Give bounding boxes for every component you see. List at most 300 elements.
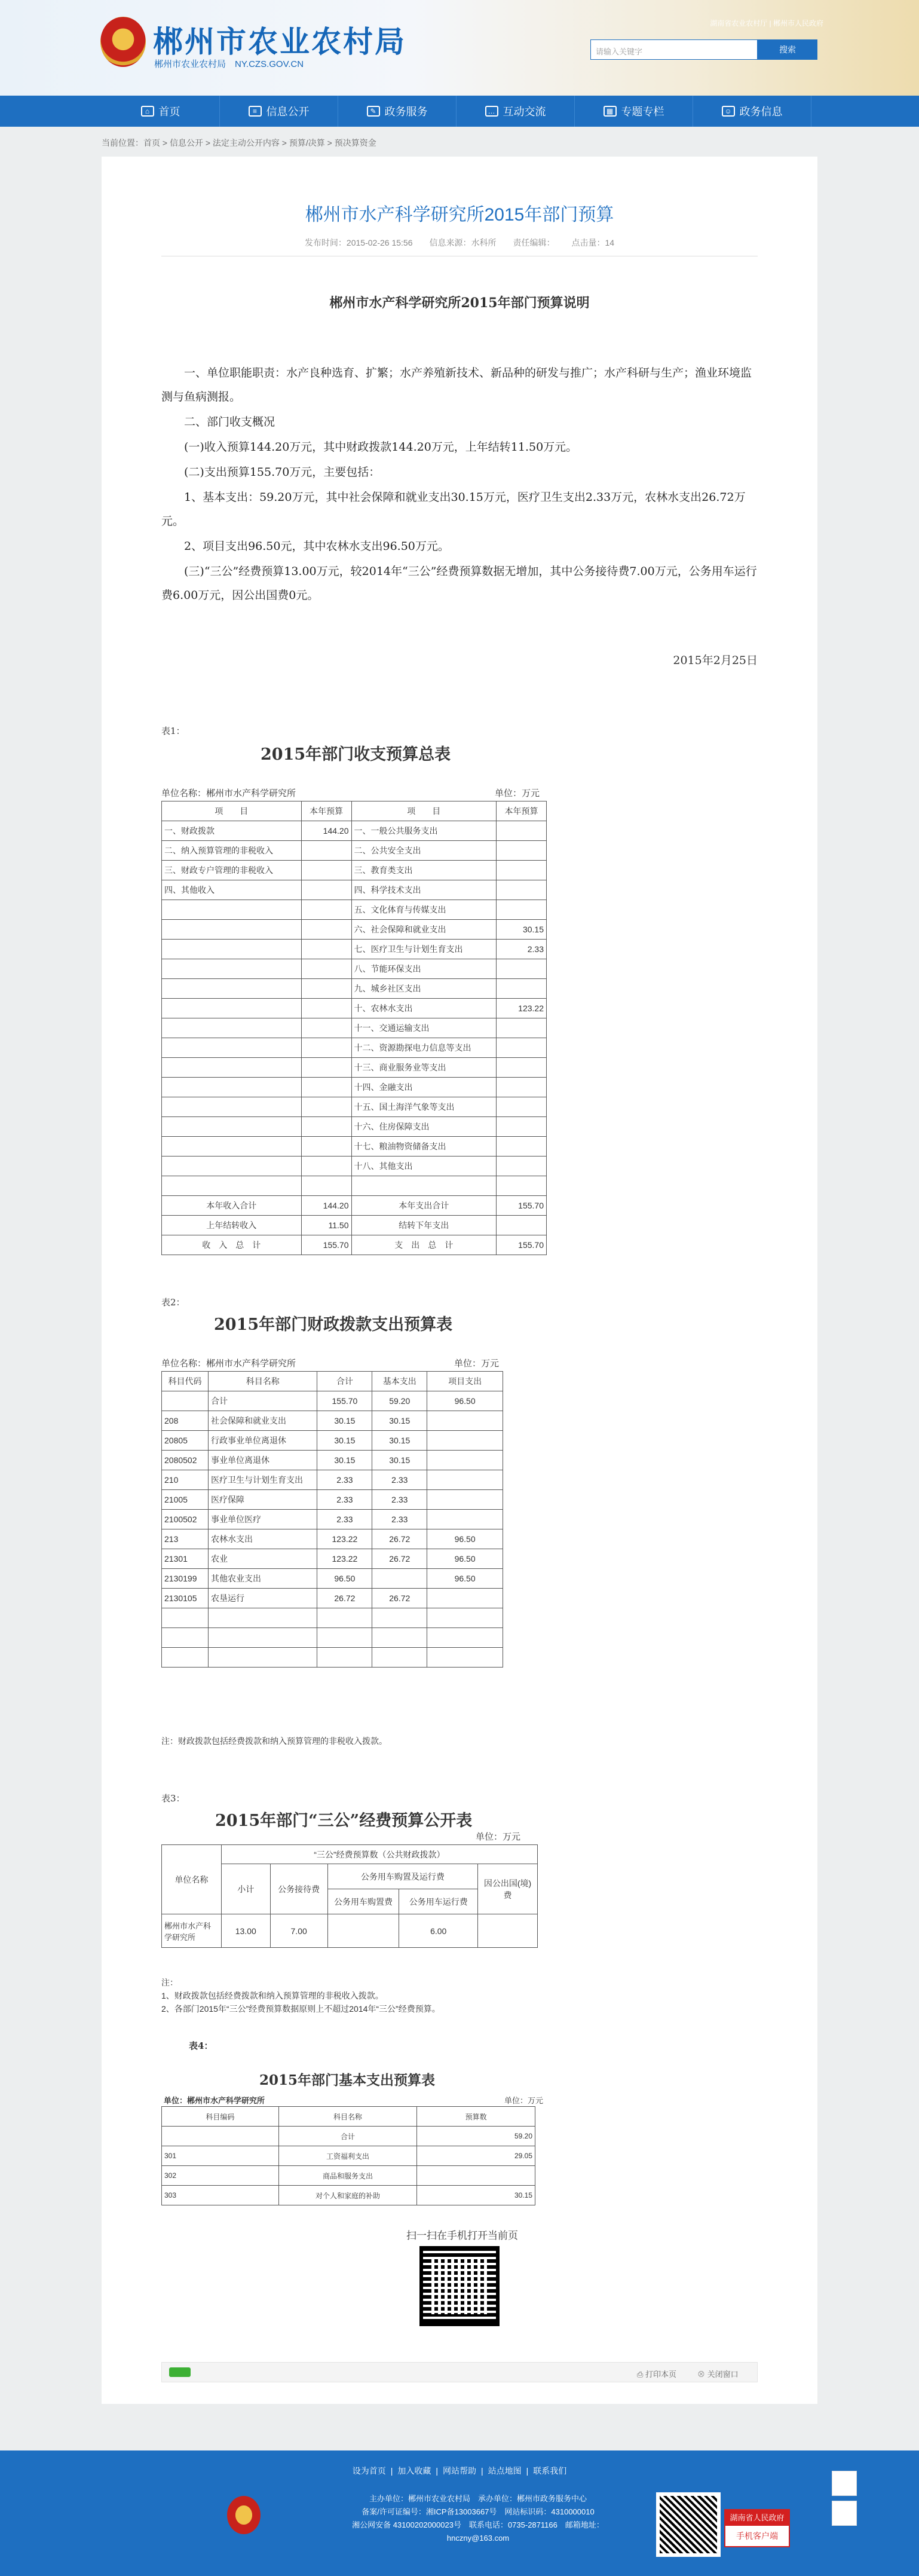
table-cell: 96.50: [427, 1529, 503, 1549]
table-cell: 96.50: [427, 1391, 503, 1411]
table-header-cell: 因公出国(境)费: [478, 1864, 538, 1914]
table-cell: 十二、资源勘探电力信息等支出: [351, 1038, 497, 1058]
table-cell: [417, 2166, 535, 2186]
table-cell: [301, 900, 351, 920]
table-cell: [301, 940, 351, 959]
footer-info-line: 湘公网安备 43100202000023号 联系电话：0735-2871166 邮箱地址：: [352, 2520, 604, 2529]
table-cell: 对个人和家庭的补助: [278, 2186, 417, 2205]
share-icon[interactable]: [832, 2471, 857, 2496]
table-header-cell: 本年预算: [301, 801, 351, 821]
table-cell: [497, 900, 547, 920]
table-cell: [301, 920, 351, 940]
table-cell: [427, 1451, 503, 1470]
fiscal-expense-table: [161, 1371, 503, 1668]
table-cell: 30.15: [317, 1411, 372, 1431]
table-cell: 结转下年支出: [351, 1216, 497, 1235]
table-row: [162, 861, 547, 880]
table-cell: [301, 1137, 351, 1157]
table-cell: [497, 1137, 547, 1157]
doc-para: (三)“三公”经费预算13.00万元，较2014年“三公”经费预算数据无增加，其中公务接待费7.00万元，公务用车运行费6.00万元，因公出国费0元。: [161, 565, 757, 602]
doc-para: 二、部门收支概况: [161, 415, 275, 429]
doc-para: 1、基本支出：59.20万元，其中社会保障和就业支出30.15万元，医疗卫生支出2.33万元，农林水支出26.72万元。: [161, 491, 746, 528]
table-cell: 十五、国土海洋气象等支出: [351, 1097, 497, 1117]
doc-para: (一)收入预算144.20万元，其中财政拨款144.20万元，上年结转11.50万元。: [161, 440, 578, 454]
nav-news[interactable]: ☺ 政务信息: [693, 96, 811, 127]
table-cell: 26.72: [317, 1589, 372, 1608]
table-cell: [327, 1914, 399, 1948]
table-cell: [301, 959, 351, 979]
table-cell: [162, 1176, 302, 1196]
table-cell: 144.20: [301, 821, 351, 841]
table-cell: 96.50: [427, 1569, 503, 1589]
table-cell: 20805: [162, 1431, 209, 1451]
table-header-cell: 项 目: [162, 801, 302, 821]
footer-qr-code: [656, 2492, 721, 2557]
table-cell: [427, 1411, 503, 1431]
table-cell: [162, 999, 302, 1018]
table-cell: [497, 841, 547, 861]
table-header-cell: 项 目: [351, 801, 497, 821]
footer-info-line: 备案/许可证编号：湘ICP备13003667号 网站标识码：4310000010: [362, 2507, 595, 2516]
table-header-cell: 合计: [317, 1372, 372, 1391]
table-cell: [162, 1628, 209, 1648]
table-cell: [497, 880, 547, 900]
table-header-cell: 小计: [221, 1864, 270, 1914]
table-cell: [427, 1608, 503, 1628]
table-cell: 29.05: [417, 2146, 535, 2166]
table-cell: [162, 1097, 302, 1117]
view-count: 点击量：14: [571, 238, 615, 247]
table-cell: 农林水支出: [208, 1529, 317, 1549]
table-row: [162, 2127, 535, 2146]
table-cell: [301, 999, 351, 1018]
table-cell: 26.72: [372, 1529, 427, 1549]
table-cell: [427, 1431, 503, 1451]
table-cell: 行政事业单位离退休: [208, 1431, 317, 1451]
table-row: [162, 1510, 503, 1529]
table-cell: [162, 1137, 302, 1157]
table2-note: 注：财政拨款包括经费拨款和纳入预算管理的非税收入拨款。: [161, 1736, 387, 1746]
breadcrumb[interactable]: 当前位置：首页 > 信息公开 > 法定主动公开内容 > 预算/决算 > 预决算资金: [102, 138, 376, 148]
table-cell: [301, 1058, 351, 1078]
back-to-top-icon[interactable]: [832, 2501, 857, 2526]
table-cell: 四、其他收入: [162, 880, 302, 900]
table-row: [162, 1157, 547, 1176]
table-row: [162, 1097, 547, 1117]
table-cell: [497, 1176, 547, 1196]
table-cell: 11.50: [301, 1216, 351, 1235]
main-nav: [0, 96, 919, 127]
table-row: [162, 1078, 547, 1097]
table-cell: 十四、金融支出: [351, 1078, 497, 1097]
table-row: [162, 1431, 503, 1451]
table-cell: [427, 1628, 503, 1648]
table-row: [162, 821, 547, 841]
table-cell: [162, 1078, 302, 1097]
page-qr-code: [419, 2246, 500, 2326]
table-cell: 一、财政拨款: [162, 821, 302, 841]
table4-tag: 表4：: [189, 2040, 213, 2051]
table-cell: 59.20: [372, 1391, 427, 1411]
article-title: 郴州市水产科学研究所2015年部门预算: [305, 205, 614, 225]
table-cell: 2130199: [162, 1569, 209, 1589]
footer-links: 设为首页 | 加入收藏 | 网站帮助 | 站点地图 | 联系我们: [352, 2466, 567, 2476]
table-cell: 商品和服务支出: [278, 2166, 417, 2186]
table-cell: 6.00: [399, 1914, 478, 1948]
table1-unit: 单位：万元: [495, 788, 540, 799]
table-cell: 144.20: [301, 1196, 351, 1216]
table-cell: [427, 1470, 503, 1490]
print-button[interactable]: ⎙ 打印本页: [637, 2370, 677, 2379]
footer-info: [335, 2492, 621, 2545]
table-cell: [427, 1510, 503, 1529]
table3-tag: 表3：: [161, 1793, 185, 1804]
doc-date: 2015年2月25日: [673, 654, 758, 667]
table-cell: [301, 1117, 351, 1137]
table-cell: 十、农林水支出: [351, 999, 497, 1018]
table4-title: 2015年部门基本支出预算表: [259, 2072, 436, 2088]
table-cell: 30.15: [317, 1431, 372, 1451]
table-cell: 26.72: [372, 1589, 427, 1608]
nav-home[interactable]: ⌂ 首页: [102, 96, 220, 127]
table-cell: 2.33: [372, 1490, 427, 1510]
table-cell: 社会保障和就业支出: [208, 1411, 317, 1431]
table-row: [162, 1569, 503, 1589]
table-cell: 2.33: [372, 1510, 427, 1529]
table-row: [162, 979, 547, 999]
table-cell: 2.33: [497, 940, 547, 959]
table-cell: 59.20: [417, 2127, 535, 2146]
table-cell: 本年收入合计: [162, 1196, 302, 1216]
table-cell: [162, 1648, 209, 1668]
table-header-cell: 公务用车购置及运行费: [327, 1864, 478, 1889]
table-cell: 其他农业支出: [208, 1569, 317, 1589]
table-row: [162, 841, 547, 861]
table-cell: [301, 1018, 351, 1038]
table-cell: [497, 1117, 547, 1137]
table-cell: [162, 1608, 209, 1628]
table-cell: [427, 1490, 503, 1510]
footer-link[interactable]: 加入收藏: [397, 2466, 431, 2476]
table-cell: 301: [162, 2146, 279, 2166]
table2-unit: 单位：万元: [454, 1359, 500, 1369]
three-public-table: [161, 1844, 538, 1948]
table-cell: 医疗卫生与计划生育支出: [208, 1470, 317, 1490]
table-header-cell: 公务用车运行费: [399, 1889, 478, 1914]
table3-note: 注：: [161, 1978, 178, 1987]
table-cell: [162, 1157, 302, 1176]
table-cell: [162, 1018, 302, 1038]
table-cell: 155.70: [497, 1196, 547, 1216]
table-cell: 四、科学技术支出: [351, 880, 497, 900]
table-header-cell: 本年预算: [497, 801, 547, 821]
table-cell: 十七、粮油物资储备支出: [351, 1137, 497, 1157]
edit-icon: ✎: [367, 106, 380, 117]
table-row: [162, 1216, 547, 1235]
table-cell: [162, 1391, 209, 1411]
table-cell: 九、城乡社区支出: [351, 979, 497, 999]
table-cell: 30.15: [317, 1451, 372, 1470]
article-toolbar: [161, 2362, 758, 2382]
chat-icon: …: [485, 106, 498, 117]
table-cell: [497, 959, 547, 979]
table1-unit-name: 单位名称：郴州市水产科学研究所: [161, 788, 296, 799]
footer-info-line: 主办单位：郴州市农业农村局 承办单位：郴州市政务服务中心: [369, 2494, 587, 2503]
table-cell: [317, 1648, 372, 1668]
table-cell: [497, 821, 547, 841]
table-cell: [427, 1589, 503, 1608]
table-cell: [162, 940, 302, 959]
table-cell: 96.50: [317, 1569, 372, 1589]
footer-link[interactable]: 站点地图: [488, 2466, 522, 2476]
table-row: [162, 1589, 503, 1608]
table-cell: 合计: [208, 1391, 317, 1411]
table-cell: [497, 1018, 547, 1038]
table-cell: 30.15: [417, 2186, 535, 2205]
table-cell: 2.33: [372, 1470, 427, 1490]
table-cell: [351, 1176, 497, 1196]
table-cell: 2.33: [317, 1490, 372, 1510]
table-header-cell: 预算数: [417, 2107, 535, 2127]
table-row: [162, 2146, 535, 2166]
table-cell: 一、一般公共服务支出: [351, 821, 497, 841]
table2-unit-name: 单位名称：郴州市水产科学研究所: [161, 1359, 296, 1369]
site-title: 郴州市农业农村局: [153, 25, 406, 59]
table-cell: 十三、商业服务业等支出: [351, 1058, 497, 1078]
table-row: [162, 1451, 503, 1470]
table-cell: [497, 1058, 547, 1078]
table-row: [162, 1411, 503, 1431]
table-cell: [372, 1628, 427, 1648]
publish-time: 发布时间：2015-02-26 15:56: [304, 238, 413, 247]
table-row: [162, 999, 547, 1018]
gov-app-name: 湖南省人民政府: [725, 2510, 789, 2526]
table-row: [162, 1648, 503, 1668]
table-cell: 7.00: [270, 1914, 327, 1948]
footer-link[interactable]: 网站帮助: [443, 2466, 476, 2476]
table-cell: [301, 979, 351, 999]
top-links[interactable]: 湖南省农业农村厅 | 郴州市人民政府: [710, 19, 823, 27]
table-cell: 123.22: [317, 1529, 372, 1549]
table-cell: 十六、住房保障支出: [351, 1117, 497, 1137]
table-header-row: [162, 1372, 503, 1391]
table-cell: 五、文化体育与传媒支出: [351, 900, 497, 920]
table-cell: 21005: [162, 1490, 209, 1510]
table-cell: 十八、其他支出: [351, 1157, 497, 1176]
table-header-cell: 公务用车购置费: [327, 1889, 399, 1914]
table-header-cell: 单位名称: [162, 1845, 222, 1914]
footer-link[interactable]: 设为首页: [352, 2466, 386, 2476]
grid-icon: ▦: [604, 106, 617, 117]
table-cell: [301, 1157, 351, 1176]
table3-note: 1、财政拨款包括经费拨款和纳入预算管理的非税收入拨款。: [161, 1991, 384, 2000]
table-header-row: [162, 2107, 535, 2127]
table-row: [162, 1628, 503, 1648]
site-header: [0, 0, 919, 96]
table-cell: 本年支出合计: [351, 1196, 497, 1216]
table-cell: 郴州市水产科学研究所: [162, 1914, 222, 1948]
table-cell: [162, 979, 302, 999]
national-emblem-icon: [100, 17, 146, 67]
table3-title: 2015年部门“三公”经费预算公开表: [215, 1812, 473, 1830]
table-cell: 2.33: [317, 1470, 372, 1490]
gov-app-badge[interactable]: [724, 2509, 790, 2547]
table-cell: [162, 900, 302, 920]
table-cell: [301, 1038, 351, 1058]
table-cell: 30.15: [372, 1411, 427, 1431]
table-cell: 155.70: [317, 1391, 372, 1411]
table-cell: 二、公共安全支出: [351, 841, 497, 861]
table-cell: 十一、交通运输支出: [351, 1018, 497, 1038]
table-row: [162, 1490, 503, 1510]
table-header-cell: 项目支出: [427, 1372, 503, 1391]
table-cell: 事业单位离退休: [208, 1451, 317, 1470]
footer-link[interactable]: 联系我们: [533, 2466, 567, 2476]
table-cell: 工资福利支出: [278, 2146, 417, 2166]
table-row: [162, 1117, 547, 1137]
table-cell: 26.72: [372, 1549, 427, 1569]
table-row: [162, 1176, 547, 1196]
table-row: [162, 920, 547, 940]
table-row: [162, 900, 547, 920]
footer-info-line: hnczny@163.com: [446, 2534, 510, 2543]
doc-para: 一、单位职能职责：水产良种选育、扩繁；水产养殖新技术、新品种的研发与推广；水产科研与生产；渔业环境监测与鱼病测报。: [161, 366, 752, 403]
table-cell: 30.15: [372, 1451, 427, 1470]
table-cell: [208, 1608, 317, 1628]
table-cell: [162, 920, 302, 940]
table-cell: 三、教育类支出: [351, 861, 497, 880]
table-cell: [497, 1157, 547, 1176]
table-cell: [162, 1038, 302, 1058]
doc-heading: 郴州市水产科学研究所2015年部门预算说明: [329, 295, 590, 311]
table-cell: 208: [162, 1411, 209, 1431]
table-cell: [301, 1097, 351, 1117]
table-cell: 支 出 总 计: [351, 1235, 497, 1255]
people-icon: ☺: [722, 106, 735, 117]
table-cell: 303: [162, 2186, 279, 2205]
table-cell: 123.22: [497, 999, 547, 1018]
table4-unit: 单位：万元: [504, 2096, 544, 2105]
table-row: [162, 1608, 503, 1628]
table-row: [162, 940, 547, 959]
table-row: [162, 1018, 547, 1038]
table-cell: 123.22: [317, 1549, 372, 1569]
party-gov-badge-icon[interactable]: [227, 2496, 261, 2534]
table-cell: [497, 1078, 547, 1097]
table-row: [162, 1196, 547, 1216]
table-cell: 155.70: [497, 1235, 547, 1255]
table-cell: 2130105: [162, 1589, 209, 1608]
table-row: [162, 1235, 547, 1255]
table-cell: 213: [162, 1529, 209, 1549]
close-window-button[interactable]: ⊗ 关闭窗口: [697, 2370, 739, 2379]
info-source: 信息来源：水科所: [429, 238, 497, 247]
budget-summary-table: [161, 801, 547, 1255]
table-cell: [372, 1648, 427, 1668]
table-cell: 30.15: [497, 920, 547, 940]
table-header-cell: 科目编码: [162, 2107, 279, 2127]
table-row: [162, 1058, 547, 1078]
table-cell: 2080502: [162, 1451, 209, 1470]
table-cell: 2.33: [317, 1510, 372, 1529]
table-cell: 八、节能环保支出: [351, 959, 497, 979]
table-cell: 155.70: [301, 1235, 351, 1255]
table-cell: [317, 1628, 372, 1648]
table-row: [162, 1914, 538, 1948]
table-cell: [497, 979, 547, 999]
doc-para: (二)支出预算155.70万元，主要包括：: [161, 466, 381, 479]
table-cell: [497, 861, 547, 880]
table-row: [162, 2186, 535, 2205]
nav-interact[interactable]: … 互动交流: [457, 96, 575, 127]
table-cell: [497, 1097, 547, 1117]
table-cell: 上年结转收入: [162, 1216, 302, 1235]
table-row: [162, 1137, 547, 1157]
nav-service[interactable]: ✎ 政务服务: [338, 96, 457, 127]
nav-special[interactable]: ▦ 专题专栏: [575, 96, 693, 127]
wechat-share-icon[interactable]: [169, 2367, 191, 2377]
table-cell: [162, 1117, 302, 1137]
editor: 责任编辑：: [513, 238, 555, 247]
table2-tag: 表2：: [161, 1297, 185, 1308]
table2-title: 2015年部门财政拨款支出预算表: [214, 1315, 453, 1334]
table-cell: [497, 1038, 547, 1058]
table-cell: [301, 861, 351, 880]
table-cell: [162, 2127, 279, 2146]
table-row: [162, 1038, 547, 1058]
table-row: [162, 880, 547, 900]
table-row: [162, 959, 547, 979]
table-cell: [208, 1628, 317, 1648]
table-cell: 210: [162, 1470, 209, 1490]
table-cell: 七、医疗卫生与计划生育支出: [351, 940, 497, 959]
basic-expense-table: [161, 2106, 535, 2205]
table4-unit-name: 单位：郴州市水产科学研究所: [164, 2096, 265, 2105]
search-input[interactable]: 请输入关键字: [590, 39, 758, 60]
home-icon: ⌂: [141, 106, 154, 117]
table-cell: [301, 1078, 351, 1097]
table-header-row: [162, 801, 547, 821]
table-cell: [317, 1608, 372, 1628]
document-icon: ≡: [249, 106, 262, 117]
table-cell: 302: [162, 2166, 279, 2186]
table-cell: [208, 1648, 317, 1668]
table-cell: 事业单位医疗: [208, 1510, 317, 1529]
table-cell: 农业: [208, 1549, 317, 1569]
table1-tag: 表1：: [161, 726, 185, 736]
table-cell: [162, 959, 302, 979]
qr-label: 扫一扫在手机打开当前页: [406, 2230, 518, 2241]
table-cell: 医疗保障: [208, 1490, 317, 1510]
gov-app-label: 手机客户端: [736, 2531, 778, 2541]
table-header-cell: 科目代码: [162, 1372, 209, 1391]
table-header-cell: 基本支出: [372, 1372, 427, 1391]
article-meta: [161, 237, 758, 249]
table-cell: 三、财政专户管理的非税收入: [162, 861, 302, 880]
table1-title: 2015年部门收支预算总表: [261, 745, 451, 764]
table-cell: 30.15: [372, 1431, 427, 1451]
search-button[interactable]: 搜索: [758, 39, 817, 60]
table-header-cell: 科目名称: [278, 2107, 417, 2127]
table-cell: [478, 1914, 538, 1948]
table-header-cell: “三公”经费预算数（公共财政拨款）: [221, 1845, 537, 1864]
table-cell: 2100502: [162, 1510, 209, 1529]
table3-note: 2、各部门2015年“三公”经费预算数据原则上不超过2014年“三公”经费预算。: [161, 2004, 440, 2014]
nav-info[interactable]: ≡ 信息公开: [220, 96, 338, 127]
table-cell: [301, 1176, 351, 1196]
doc-para: 2、项目支出96.50元，其中农林水支出96.50万元。: [161, 540, 449, 553]
table-cell: [301, 841, 351, 861]
